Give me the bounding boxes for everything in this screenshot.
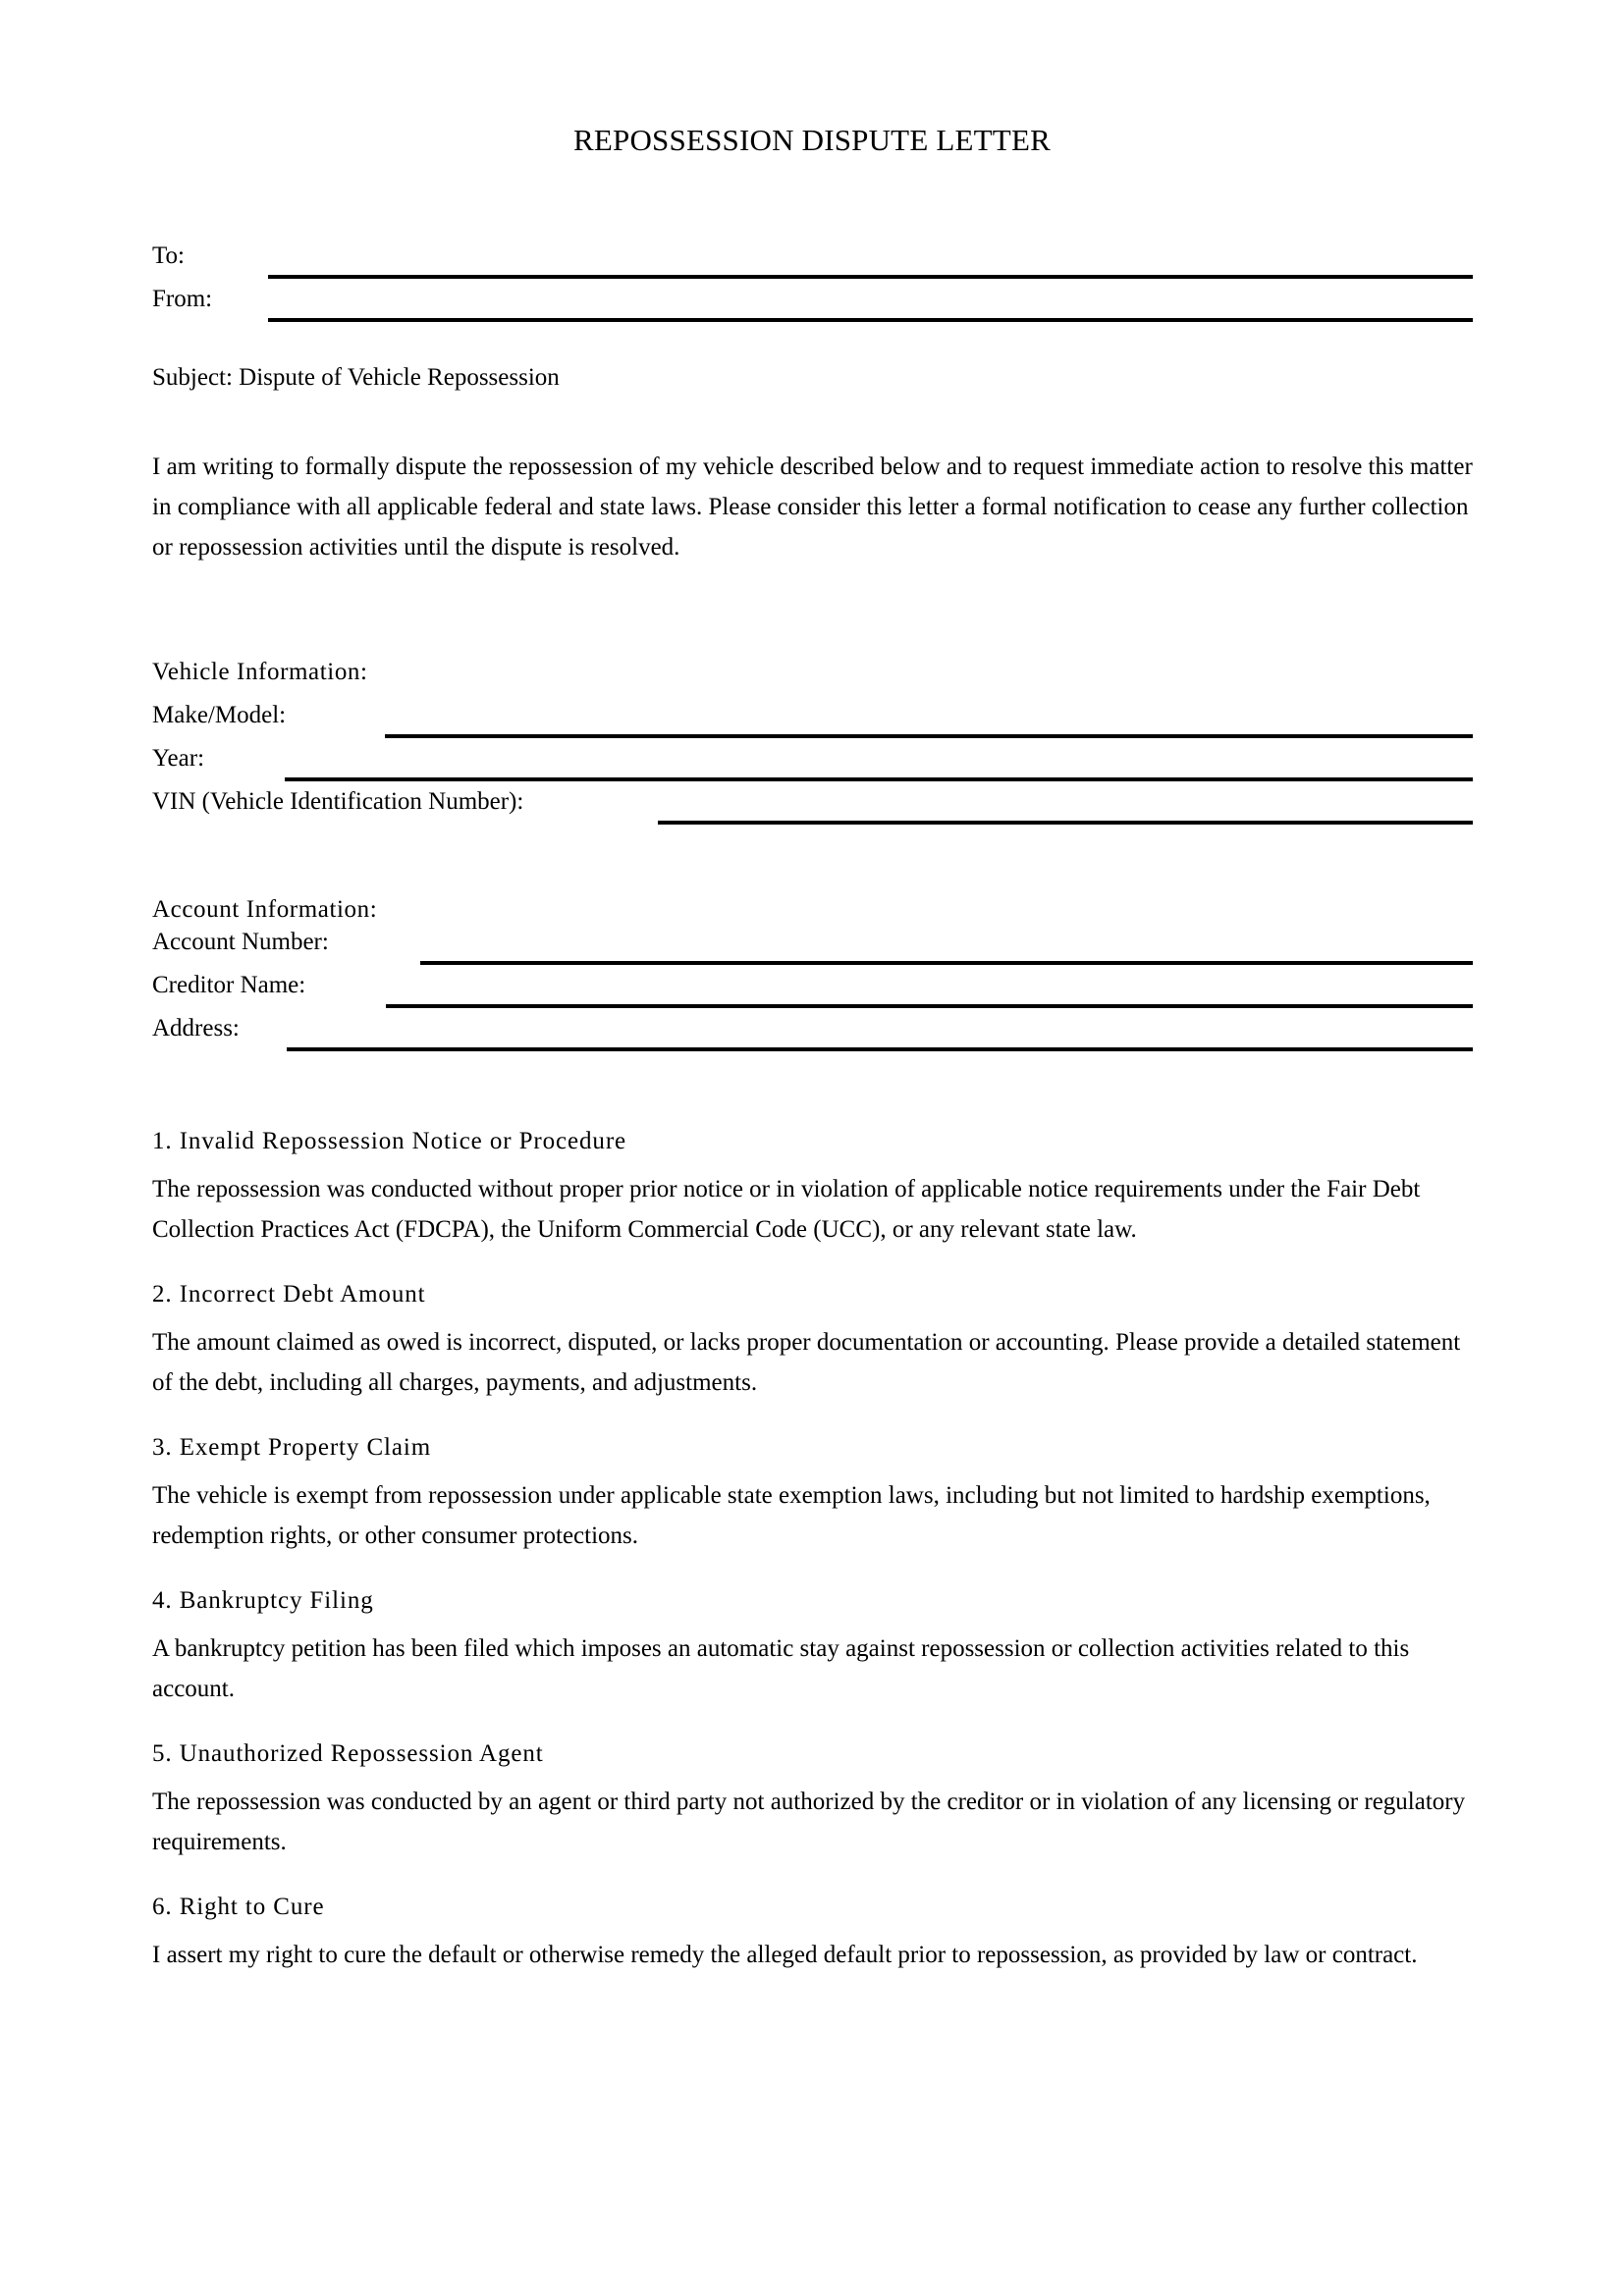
field-label-vin: VIN (Vehicle Identification Number):	[152, 788, 524, 815]
dispute-reason-5	[152, 1736, 1478, 1862]
dispute-reason-1-body: The repossession was conducted without proper prior notice or in violation of applicable notice requirements under the Fair Debt Collection Practices Act (FDCPA), the Uniform Commercial Code (UCC), or any relevant state law.	[152, 1176, 1421, 1243]
field-label-from: From:	[152, 286, 213, 312]
account-information-heading: Account Information:	[152, 896, 378, 923]
intro-paragraph: I am writing to formally dispute the repossession of my vehicle described below and to request immediate action to resolve this matter in compliance with all applicable federal and state laws. Please consider this letter a formal notification to cease any further collection or repossession activities until the dispute is resolved.	[152, 454, 1473, 561]
subject-line: Subject: Dispute of Vehicle Repossession	[152, 364, 560, 391]
field-row-address	[152, 1012, 1473, 1055]
field-label-to: To:	[152, 242, 185, 269]
dispute-reason-6	[152, 1890, 1478, 1975]
dispute-reason-4-title: 4. Bankruptcy Filing	[152, 1587, 374, 1614]
field-label-make-model: Make/Model:	[152, 702, 287, 728]
dispute-reason-6-body: I assert my right to cure the default or otherwise remedy the alleged default prior to repossession, as provided by law or contract.	[152, 1942, 1418, 1968]
field-row-account-number	[152, 926, 1473, 969]
field-rule-creditor-name[interactable]	[386, 1004, 1473, 1008]
page-title: REPOSSESSION DISPUTE LETTER	[573, 123, 1051, 157]
field-row-year	[152, 742, 1473, 785]
dispute-reason-1	[152, 1124, 1478, 1250]
vehicle-information-heading: Vehicle Information:	[152, 659, 368, 685]
field-rule-to[interactable]	[268, 275, 1473, 279]
field-rule-vin[interactable]	[658, 821, 1473, 825]
field-row-make-model	[152, 699, 1473, 742]
field-rule-address[interactable]	[287, 1047, 1473, 1051]
dispute-reason-2-title: 2. Incorrect Debt Amount	[152, 1281, 426, 1308]
dispute-reason-5-body: The repossession was conducted by an agent or third party not authorized by the creditor or in violation of any licensing or regulatory requirements.	[152, 1789, 1466, 1855]
dispute-reasons-list	[152, 1124, 1478, 2002]
field-label-account-number: Account Number:	[152, 929, 329, 955]
field-row-vin	[152, 785, 1473, 828]
field-row-creditor-name	[152, 969, 1473, 1012]
field-row-from	[152, 283, 1473, 326]
field-rule-from[interactable]	[268, 318, 1473, 322]
dispute-reason-2-body: The amount claimed as owed is incorrect, disputed, or lacks proper documentation or accounting. Please provide a detailed statement of the debt, including all charges, payments, and adjustments.	[152, 1329, 1461, 1396]
dispute-reason-4-body: A bankruptcy petition has been filed which imposes an automatic stay against repossession or collection activities related to this account.	[152, 1635, 1410, 1702]
field-rule-make-model[interactable]	[385, 734, 1473, 738]
dispute-reason-5-title: 5. Unauthorized Repossession Agent	[152, 1740, 544, 1767]
dispute-reason-2	[152, 1277, 1478, 1403]
dispute-reason-3	[152, 1430, 1478, 1556]
dispute-reason-4	[152, 1583, 1478, 1709]
dispute-reason-1-title: 1. Invalid Repossession Notice or Procedure	[152, 1128, 627, 1154]
field-label-year: Year:	[152, 745, 205, 772]
field-row-to	[152, 240, 1473, 283]
field-label-address: Address:	[152, 1015, 240, 1041]
field-label-creditor-name: Creditor Name:	[152, 972, 306, 998]
dispute-reason-6-title: 6. Right to Cure	[152, 1894, 325, 1920]
dispute-reason-3-title: 3. Exempt Property Claim	[152, 1434, 432, 1461]
dispute-reason-3-body: The vehicle is exempt from repossession under applicable state exemption laws, including but not limited to hardship exemptions, redemption rights, or other consumer protections.	[152, 1482, 1431, 1549]
field-rule-year[interactable]	[285, 777, 1473, 781]
field-rule-account-number[interactable]	[420, 961, 1473, 965]
